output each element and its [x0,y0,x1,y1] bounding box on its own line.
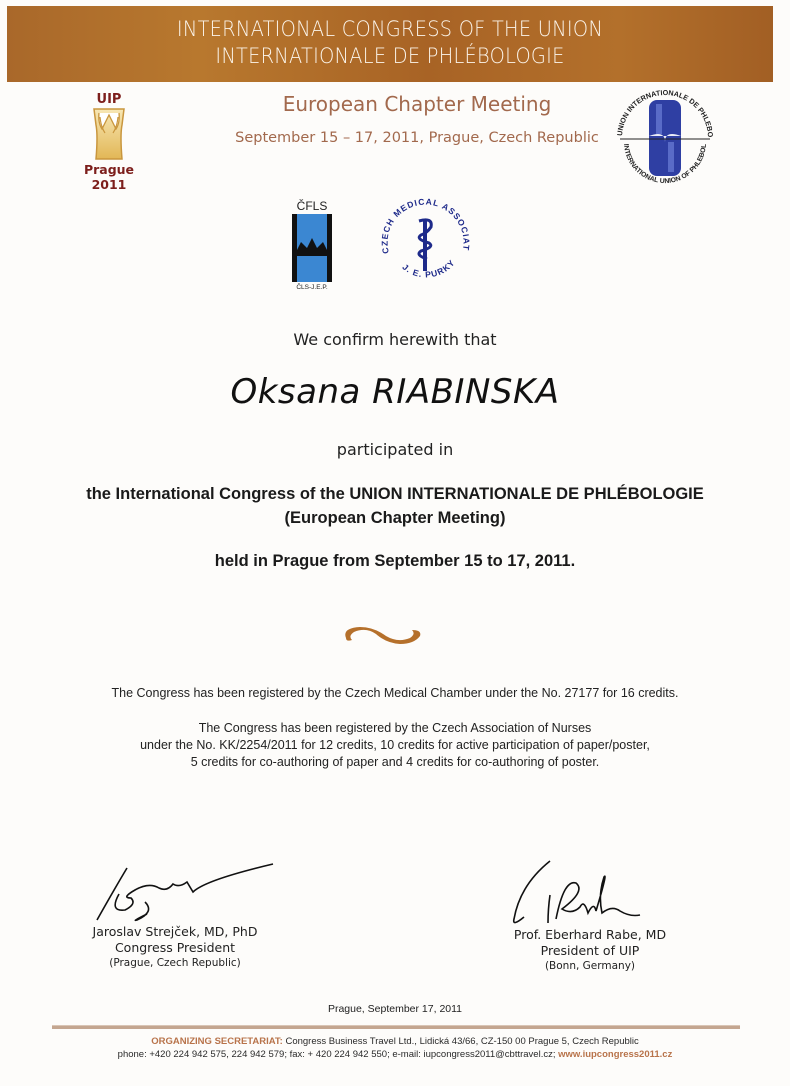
caduceus-icon [375,193,475,289]
czech-medical-association-logo [375,193,475,294]
secretariat-label: ORGANIZING SECRETARIAT: [151,1036,283,1047]
footer-address [0,1035,790,1048]
flourish-icon [338,618,428,648]
uip-logo-text: UIP [96,92,122,107]
signature-strejcek-icon [75,858,275,924]
cma-arc-bottom: J. E. PURKY [400,257,458,280]
cma-arc-top: CZECH MEDICAL ASSOCIAT [379,196,472,255]
signatory-location: (Prague, Czech Republic) [109,957,241,969]
signature-block-uip [470,855,710,974]
issue-date: Prague, September 17, 2011 [327,1003,463,1015]
uip-round-logo [612,90,718,191]
congress-line2: (European Chapter Meeting) [284,509,506,527]
uip-emblem-icon [612,90,718,186]
cfls-logo [285,198,339,295]
cfls-top-text: ČFLS [296,199,328,213]
banner-title-line2: INTERNATIONALE DE PHLÉBOLOGIE [215,44,565,68]
registration-nurses-line2: under the No. KK/2254/2011 for 12 credits, 10 credits for active participation of paper/poster, [140,738,650,752]
uip-arc-bottom: INTERNATIONAL UNION OF PHLEBOL [622,143,708,186]
footer-divider [52,1025,740,1029]
meeting-title: European Chapter Meeting [282,92,552,116]
signatory-name: Prof. Eberhard Rabe, MD [513,927,667,942]
contact-details: phone: +420 224 942 575, 224 942 579; fax: + 420 224 942 550; e-mail: iupcongress2011@cbttravel.cz; [117,1049,559,1060]
registration-nurses [0,720,790,771]
cfls-emblem-icon [285,198,339,290]
congress-line1: the International Congress of the UNION INTERNATIONALE DE PHLÉBOLOGIE [86,485,704,503]
participated-text: participated in [336,440,454,459]
signature-block-president [60,858,290,971]
uip-logo-caption: Prague 2011 [83,162,135,192]
signature-rabe-icon [490,855,690,927]
header-banner [7,6,773,82]
signatory-role: Congress President [114,940,236,955]
uip-arc-top: UNION INTERNATIONALE DE PHLEBO [615,90,716,138]
confirm-text: We confirm herewith that [293,330,497,349]
participant-name: Oksana RIABINSKA [230,372,560,412]
footer-contacts [0,1048,790,1061]
held-text: held in Prague from September 15 to 17, 2011. [214,552,576,570]
cfls-bottom-text: ČLS-J.E.P. [296,284,328,290]
flourish-ornament [338,618,428,653]
secretariat-address: Congress Business Travel Ltd., Lidická 43/66, CZ-150 00 Prague 5, Czech Republic [282,1036,639,1047]
meeting-dates-location: September 15 – 17, 2011, Prague, Czech Republic [235,130,599,146]
registration-nurses-line1: The Congress has been registered by the Czech Association of Nurses [198,721,592,735]
registration-medical-chamber: The Congress has been registered by the Czech Medical Chamber under the No. 27177 for 16 credits. [111,686,679,700]
signatory-role: President of UIP [540,943,640,958]
banner-title-line1: INTERNATIONAL CONGRESS OF THE UNION [176,17,604,41]
website-link[interactable]: www.iupcongress2011.cz [558,1049,673,1060]
congress-name [0,482,790,530]
registration-nurses-line3: 5 credits for co-authoring of paper and 4 credits for co-authoring of poster. [190,755,600,769]
signatory-location: (Bonn, Germany) [544,960,636,972]
signatory-name: Jaroslav Strejček, MD, PhD [92,924,258,939]
